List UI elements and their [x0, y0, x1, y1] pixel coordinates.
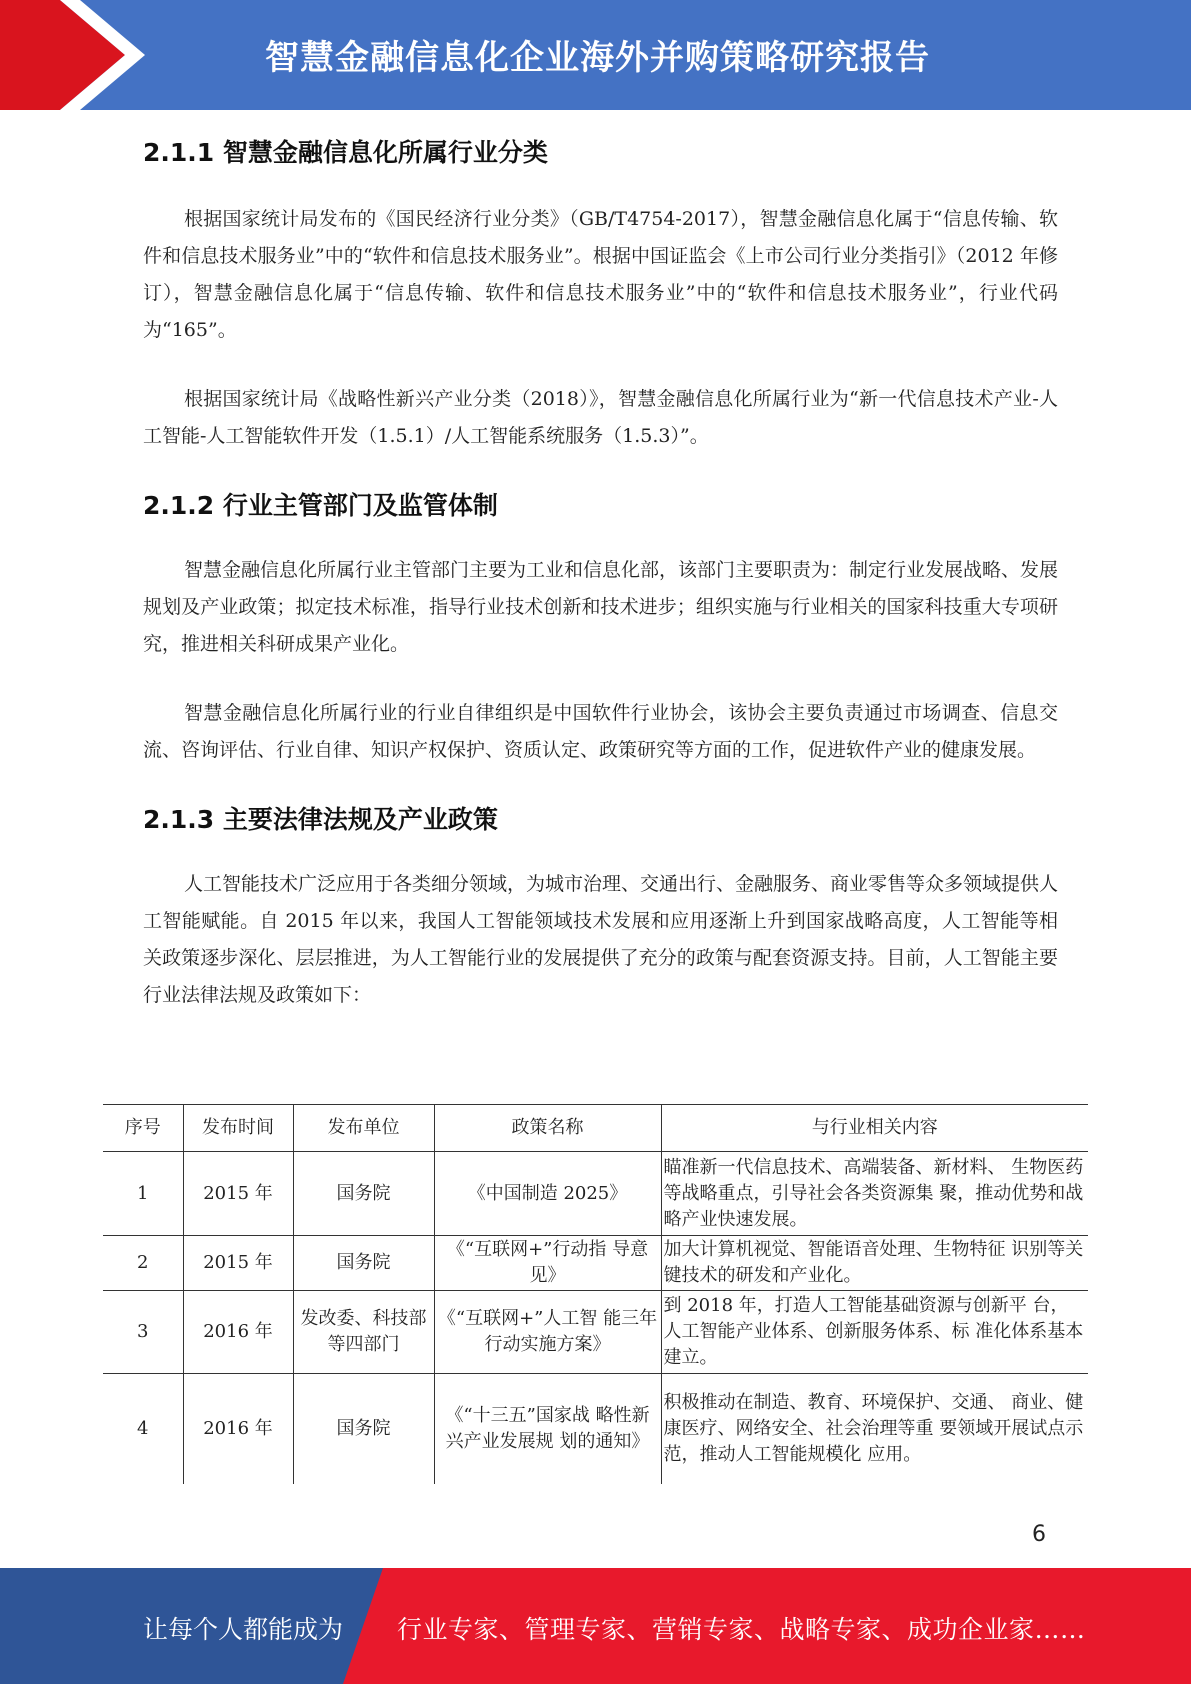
section-heading-2-1-2: 2.1.2 行业主管部门及监管体制 — [143, 491, 498, 520]
table-row — [103, 1236, 1088, 1291]
col-header-date: 发布时间 — [183, 1105, 293, 1152]
cell-issuer: 发改委、科技部等四部门 — [293, 1291, 434, 1374]
cell-content: 到 2018 年，打造人工智能基础资源与创新平 台，人工智能产业体系、创新服务体系、标 准化体系基本建立。 — [661, 1291, 1088, 1374]
cell-policy-name: 《“互联网+”人工智 能三年行动实施方案》 — [434, 1291, 661, 1374]
paragraph: 智慧金融信息化所属行业的行业自律组织是中国软件行业协会，该协会主要负责通过市场调查、信息交流、咨询评估、行业自律、知识产权保护、资质认定、政策研究等方面的工作，促进软件产业的健康发展。 — [143, 702, 1058, 761]
col-header-content: 与行业相关内容 — [661, 1105, 1088, 1152]
cell-content: 瞄准新一代信息技术、高端装备、新材料、 生物医药等战略重点，引导社会各类资源集 聚，推动优势和战略产业快速发展。 — [661, 1152, 1088, 1236]
cell-index: 2 — [137, 1252, 149, 1273]
col-header-policy-name: 政策名称 — [434, 1105, 661, 1152]
cell-policy-name: 《“互联网+”行动指 导意见》 — [434, 1236, 661, 1291]
cell-policy-name: 《中国制造 2025》 — [434, 1152, 661, 1236]
cell-index: 1 — [137, 1182, 149, 1204]
footer-slogan-right: 行业专家、管理专家、营销专家、战略专家、成功企业家…… — [397, 1615, 1086, 1644]
header-arrow-decoration — [0, 0, 160, 110]
footer-slogan-left: 让每个人都能成为 — [143, 1615, 344, 1644]
table-row — [103, 1374, 1088, 1484]
cell-policy-name: 《“十三五”国家战 略性新兴产业发展规 划的通知》 — [434, 1374, 661, 1484]
table-row — [103, 1152, 1088, 1236]
cell-index: 4 — [137, 1417, 149, 1439]
page-number: 6 — [1032, 1522, 1046, 1547]
main-content — [143, 130, 1058, 1014]
paragraph: 人工智能技术广泛应用于各类细分领域，为城市治理、交通出行、金融服务、商业零售等众多领域提供人工智能赋能。自 2015 年以来，我国人工智能领域技术发展和应用逐渐上升到国家战略高度，人工智能等相关政策逐步深化、层层推进，为人工智能行业的发展提供了充分的政策与配套资源支持。目前，人工智能主要行业法律法规及政策如下： — [143, 873, 1059, 1006]
paragraph: 智慧金融信息化所属行业主管部门主要为工业和信息化部，该部门主要职责为：制定行业发展战略、发展规划及产业政策；拟定技术标准，指导行业技术创新和技术进步；组织实施与行业相关的国家科技重大专项研究，推进相关科研成果产业化。 — [143, 559, 1059, 655]
cell-issuer: 国务院 — [293, 1374, 434, 1484]
table-header-row — [103, 1105, 1088, 1152]
col-header-index: 序号 — [103, 1105, 183, 1152]
cell-issuer: 国务院 — [293, 1152, 434, 1236]
cell-index: 3 — [137, 1321, 149, 1342]
cell-issuer: 国务院 — [293, 1236, 434, 1291]
col-header-issuer: 发布单位 — [293, 1105, 434, 1152]
cell-date: 2015 年 — [183, 1236, 293, 1291]
section-heading-2-1-3: 2.1.3 主要法律法规及产业政策 — [143, 805, 498, 834]
section-heading-2-1-1: 2.1.1 智慧金融信息化所属行业分类 — [143, 138, 548, 167]
paragraph: 根据国家统计局《战略性新兴产业分类（2018）》，智慧金融信息化所属行业为“新一代信息技术产业-人工智能-人工智能软件开发（1.5.1）/人工智能系统服务（1.5.3）”。 — [143, 388, 1058, 447]
cell-content: 积极推动在制造、教育、环境保护、交通、 商业、健康医疗、网络安全、社会治理等重 要领域开展试点示范，推动人工智能规模化 应用。 — [661, 1374, 1088, 1484]
cell-date: 2015 年 — [183, 1152, 293, 1236]
page-footer — [0, 1568, 1191, 1684]
page-header — [0, 0, 1191, 110]
cell-date: 2016 年 — [183, 1291, 293, 1374]
paragraph: 根据国家统计局发布的《国民经济行业分类》（GB/T4754-2017），智慧金融信息化属于“信息传输、软件和信息技术服务业”中的“软件和信息技术服务业”。根据中国证监会《上市公司行业分类指引》（2012 年修订），智慧金融信息化属于“信息传输、软件和信息技术服务业”中的“软件和信息技术服务业”，行业代码为“165”。 — [143, 208, 1058, 341]
cell-content: 加大计算机视觉、智能语音处理、生物特征 识别等关键技术的研发和产业化。 — [661, 1236, 1088, 1291]
report-title: 智慧金融信息化企业海外并购策略研究报告 — [265, 38, 930, 78]
table-row — [103, 1291, 1088, 1374]
policy-table — [103, 1104, 1088, 1484]
cell-date: 2016 年 — [183, 1374, 293, 1484]
